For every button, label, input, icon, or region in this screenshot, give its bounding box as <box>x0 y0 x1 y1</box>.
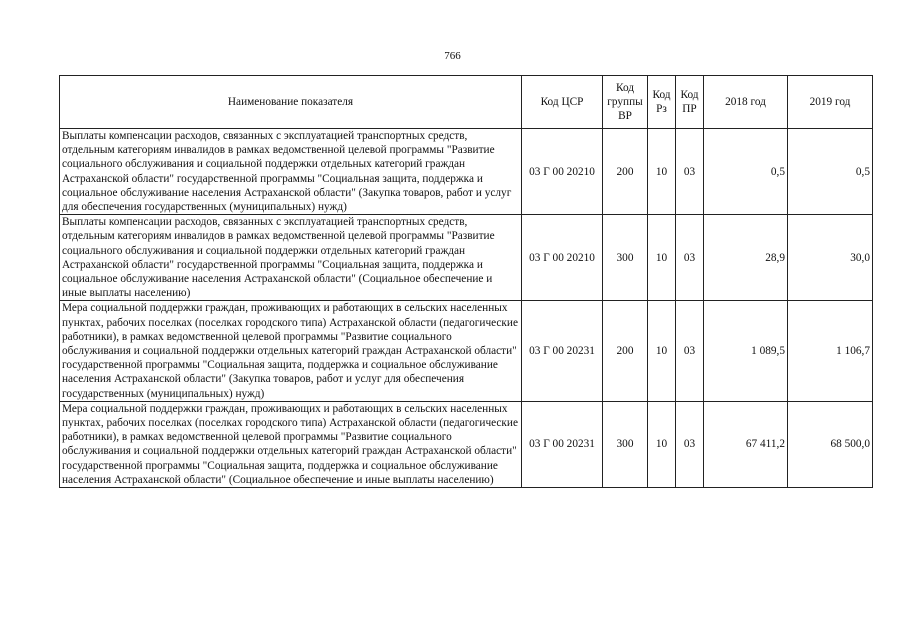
cell-vr: 300 <box>603 215 648 301</box>
table-row <box>60 129 873 215</box>
page-number: 766 <box>444 50 461 62</box>
cell-2019: 1 106,7 <box>788 301 873 401</box>
table-header-row <box>60 76 873 129</box>
cell-name: Мера социальной поддержки граждан, проживающих и работающих в сельских населенных пунктах, рабочих поселках (поселках городского типа) Астраханской области (педагогические работники), в рамках ведомственной целевой программы "Развитие социального обслуживания и социальной поддержки отдельных категорий граждан Астраханской области" государственной программы "Социальная защита, поддержка и социальное обслуживание населения Астраханской области" (Социальное обеспечение и иные выплаты населению) <box>60 401 522 487</box>
cell-2018: 0,5 <box>704 129 788 215</box>
header-pr: Код ПР <box>676 76 704 129</box>
header-2019: 2019 год <box>788 76 873 129</box>
cell-2019: 0,5 <box>788 129 873 215</box>
cell-vr: 200 <box>603 301 648 401</box>
header-rz: Код Рз <box>648 76 676 129</box>
cell-rz: 10 <box>648 129 676 215</box>
cell-pr: 03 <box>676 215 704 301</box>
header-csr: Код ЦСР <box>522 76 603 129</box>
cell-2018: 1 089,5 <box>704 301 788 401</box>
cell-pr: 03 <box>676 401 704 487</box>
cell-2018: 67 411,2 <box>704 401 788 487</box>
header-vr: Код группы ВР <box>603 76 648 129</box>
table-row <box>60 401 873 487</box>
cell-rz: 10 <box>648 215 676 301</box>
cell-name: Выплаты компенсации расходов, связанных с эксплуатацией транспортных средств, отдельным категориям инвалидов в рамках ведомственной целевой программы "Развитие социального обслуживания и социальной поддержки отдельных категорий граждан Астраханской области" государственной программы "Социальная защита, поддержка и социальное обслуживание населения Астраханской области" (Социальное обеспечение и иные выплаты населению) <box>60 215 522 301</box>
header-name: Наименование показателя <box>60 76 522 129</box>
cell-pr: 03 <box>676 129 704 215</box>
cell-csr: 03 Г 00 20210 <box>522 129 603 215</box>
table-row <box>60 215 873 301</box>
cell-csr: 03 Г 00 20231 <box>522 301 603 401</box>
cell-name: Мера социальной поддержки граждан, проживающих и работающих в сельских населенных пунктах, рабочих поселках (поселках городского типа) Астраханской области (педагогические работники), в рамках ведомственной целевой программы "Развитие социального обслуживания и социальной поддержки отдельных категорий граждан Астраханской области" государственной программы "Социальная защита, поддержка и социальное обслуживание населения Астраханской области" (Закупка товаров, работ и услуг для обеспечения государственных (муниципальных) нужд) <box>60 301 522 401</box>
cell-pr: 03 <box>676 301 704 401</box>
cell-name: Выплаты компенсации расходов, связанных с эксплуатацией транспортных средств, отдельным категориям инвалидов в рамках ведомственной целевой программы "Развитие социального обслуживания и социальной поддержки отдельных категорий граждан Астраханской области" государственной программы "Социальная защита, поддержка и социальное обслуживание населения Астраханской области" (Закупка товаров, работ и услуг для обеспечения государственных (муниципальных) нужд) <box>60 129 522 215</box>
cell-vr: 300 <box>603 401 648 487</box>
cell-2018: 28,9 <box>704 215 788 301</box>
table-row <box>60 301 873 401</box>
cell-rz: 10 <box>648 301 676 401</box>
cell-csr: 03 Г 00 20231 <box>522 401 603 487</box>
cell-rz: 10 <box>648 401 676 487</box>
budget-table <box>59 75 873 488</box>
header-2018: 2018 год <box>704 76 788 129</box>
cell-2019: 30,0 <box>788 215 873 301</box>
cell-vr: 200 <box>603 129 648 215</box>
cell-2019: 68 500,0 <box>788 401 873 487</box>
cell-csr: 03 Г 00 20210 <box>522 215 603 301</box>
